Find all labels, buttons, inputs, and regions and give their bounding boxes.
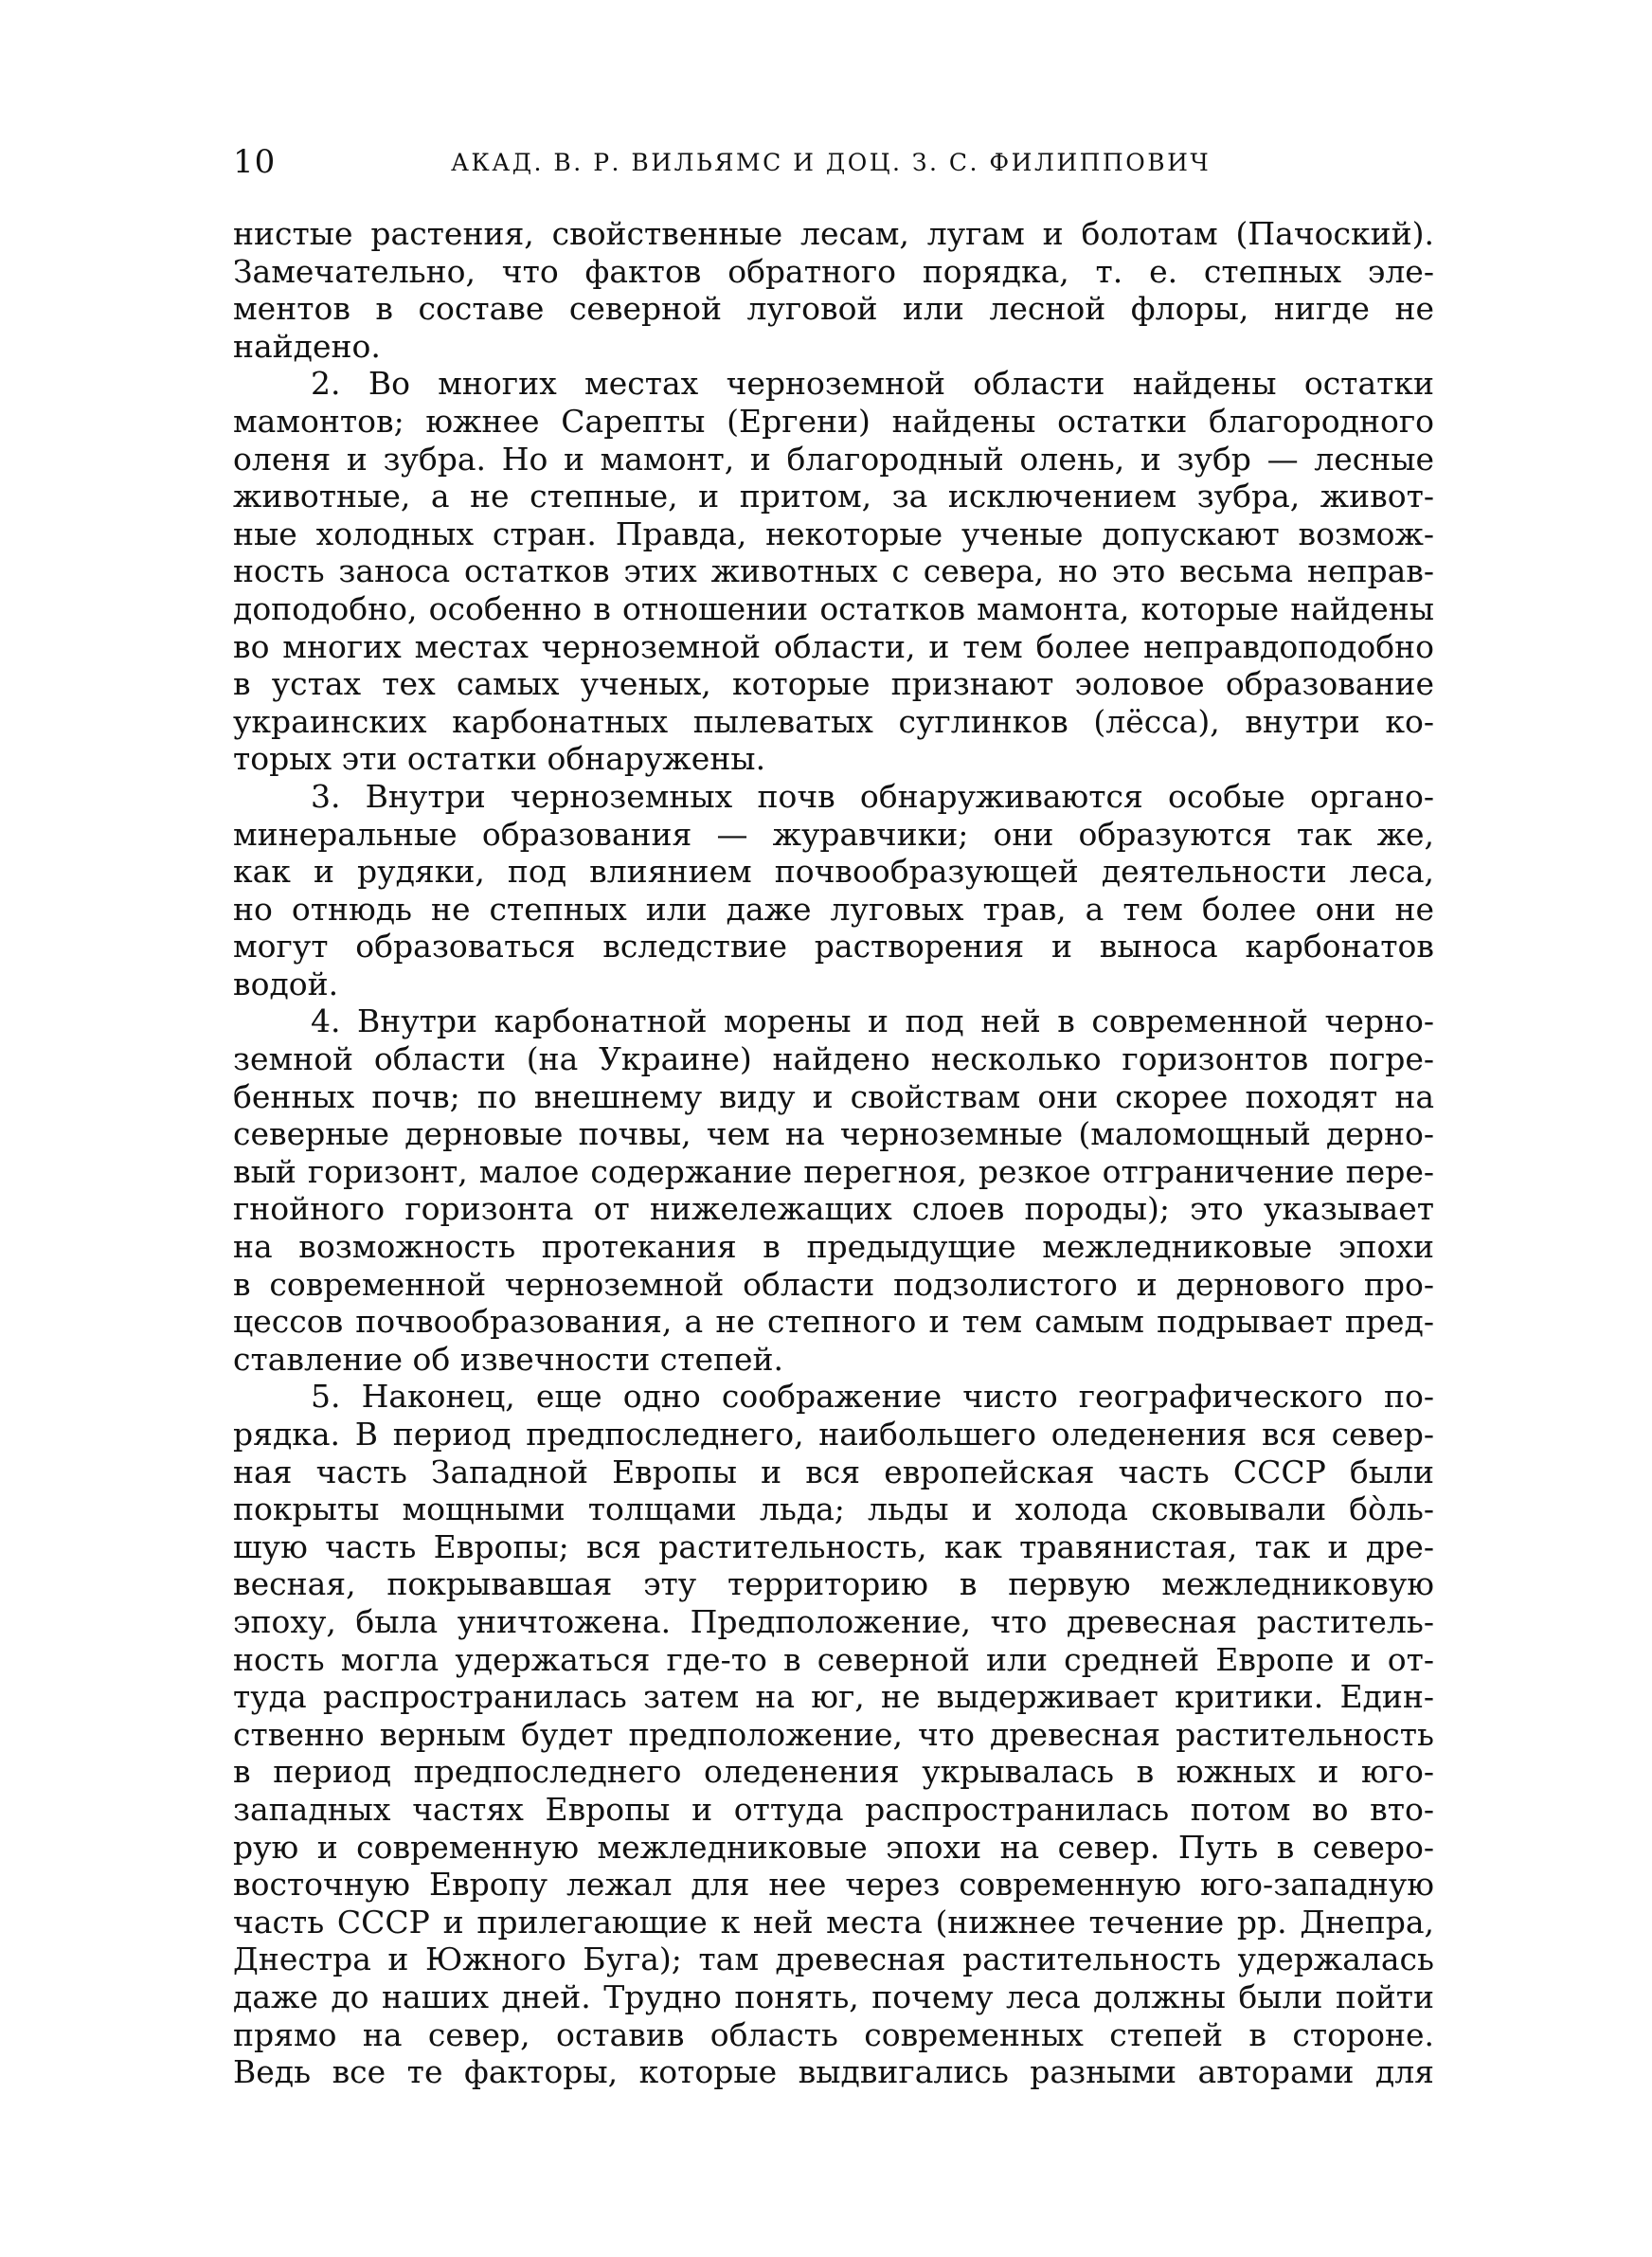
text-line: ные холодных стран. Правда, некоторые ученые допускают возмож- <box>233 515 1434 552</box>
text-line: мамонтов; южнее Сарепты (Ергени) найдены остатки благородного <box>233 402 1434 440</box>
text-line: в современной черноземной области подзолистого и дернового про- <box>233 1265 1434 1303</box>
text-line: покрыты мощными толщами льда; льды и холода сковывали бо̀ль- <box>233 1490 1434 1528</box>
text-line: торых эти остатки обнаружены. <box>233 740 766 778</box>
text-line: гнойного горизонта от нижележащих слоев породы); это указывает <box>233 1190 1434 1228</box>
text-line: во многих местах черноземной области, и тем более неправдоподобно <box>233 627 1434 665</box>
text-line: восточную Европу лежал для нее через современную юго-западную <box>233 1866 1434 1904</box>
text-line: Ведь все те факторы, которые выдвигались разными авторами для <box>233 2053 1434 2091</box>
page-header <box>233 138 1434 186</box>
text-line: в устах тех самых ученых, которые признают эоловое образование <box>233 665 1434 703</box>
text-line: ная часть Западной Европы и вся европейская часть СССР были <box>233 1453 1434 1490</box>
text-line: часть СССР и прилегающие к ней места (нижнее течение рр. Днепра, <box>233 1903 1434 1941</box>
text-line: Днестра и Южного Буга); там древесная растительность удержалась <box>233 1941 1434 1978</box>
running-title: АКАД. В. Р. ВИЛЬЯМС И ДОЦ. З. С. ФИЛИППОВИЧ <box>451 149 1212 176</box>
text-line: 5. Наконец, еще одно соображение чисто географического по- <box>311 1378 1434 1416</box>
body-text <box>233 215 1434 2091</box>
text-line: даже до наших дней. Трудно понять, почему леса должны были пойти <box>233 1977 1434 2015</box>
text-line: ственно верным будет предположение, что древесная растительность <box>233 1715 1434 1753</box>
text-line: земной области (на Украине) найдено несколько горизонтов погре- <box>233 1040 1434 1078</box>
page-number: 10 <box>233 143 277 181</box>
text-line: 4. Внутри карбонатной морены и под ней в современной черно- <box>311 1002 1434 1040</box>
text-line: рую и современную межледниковые эпохи на север. Путь в северо- <box>233 1828 1434 1866</box>
text-line: Замечательно, что фактов обратного порядка, т. е. степных эле- <box>233 252 1434 290</box>
text-line: 3. Внутри черноземных почв обнаруживаются особые органо- <box>311 777 1434 815</box>
text-line: на возможность протекания в предыдущие межледниковые эпохи <box>233 1228 1434 1266</box>
text-line: оленя и зубра. Но и мамонт, и благородный олень, и зубр — лесные <box>233 440 1434 478</box>
text-line: в период предпоследнего оледенения укрывалась в южных и юго- <box>233 1753 1434 1791</box>
text-line: как и рудяки, под влиянием почвообразующей деятельности леса, <box>233 853 1434 891</box>
text-line: ность могла удержаться где-то в северной или средней Европе и от- <box>233 1640 1434 1678</box>
text-line: западных частях Европы и оттуда распространилась потом во вто- <box>233 1790 1434 1828</box>
text-line: вый горизонт, малое содержание перегноя, резкое отграничение пере- <box>233 1152 1434 1190</box>
text-line: туда распространилась затем на юг, не выдерживает критики. Един- <box>233 1678 1434 1716</box>
text-line: ставление об извечности степей. <box>233 1340 783 1378</box>
text-line: животные, а не степные, и притом, за исключением зубра, живот- <box>233 478 1434 515</box>
text-line: ность заноса остатков этих животных с севера, но это весьма неправ- <box>233 552 1434 590</box>
text-line: бенных почв; по внешнему виду и свойствам они скорее походят на <box>233 1077 1434 1115</box>
text-line: 2. Во многих местах черноземной области найдены остатки <box>311 365 1434 403</box>
text-line: весная, покрывавшая эту территорию в первую межледниковую <box>233 1565 1434 1603</box>
text-line: прямо на север, оставив область современных степей в стороне. <box>233 2015 1434 2053</box>
text-line: могут образоваться вследствие растворения и выноса карбонатов <box>233 928 1434 966</box>
text-line: цессов почвообразования, а не степного и тем самым подрывает пред- <box>233 1303 1434 1341</box>
text-line: ментов в составе северной луговой или лесной флоры, нигде не <box>233 290 1434 328</box>
text-line: найдено. <box>233 327 381 365</box>
text-line: шую часть Европы; вся растительность, как травянистая, так и дре- <box>233 1527 1434 1565</box>
text-line: минеральные образования — журавчики; они образуются так же, <box>233 815 1434 853</box>
text-line: украинских карбонатных пылеватых суглинков (лёсса), внутри ко- <box>233 702 1434 740</box>
text-line: доподобно, особенно в отношении остатков мамонта, которые найдены <box>233 589 1434 627</box>
text-line: северные дерновые почвы, чем на черноземные (маломощный дерно- <box>233 1115 1434 1153</box>
text-line: эпоху, была уничтожена. Предположение, что древесная раститель- <box>233 1602 1434 1640</box>
text-line: водой. <box>233 965 339 1002</box>
text-line: нистые растения, свойственные лесам, лугам и болотам (Пачоский). <box>233 215 1434 252</box>
text-line: но отнюдь не степных или даже луговых трав, а тем более они не <box>233 890 1434 928</box>
text-line: рядка. В период предпоследнего, наибольшего оледенения вся север- <box>233 1416 1434 1453</box>
